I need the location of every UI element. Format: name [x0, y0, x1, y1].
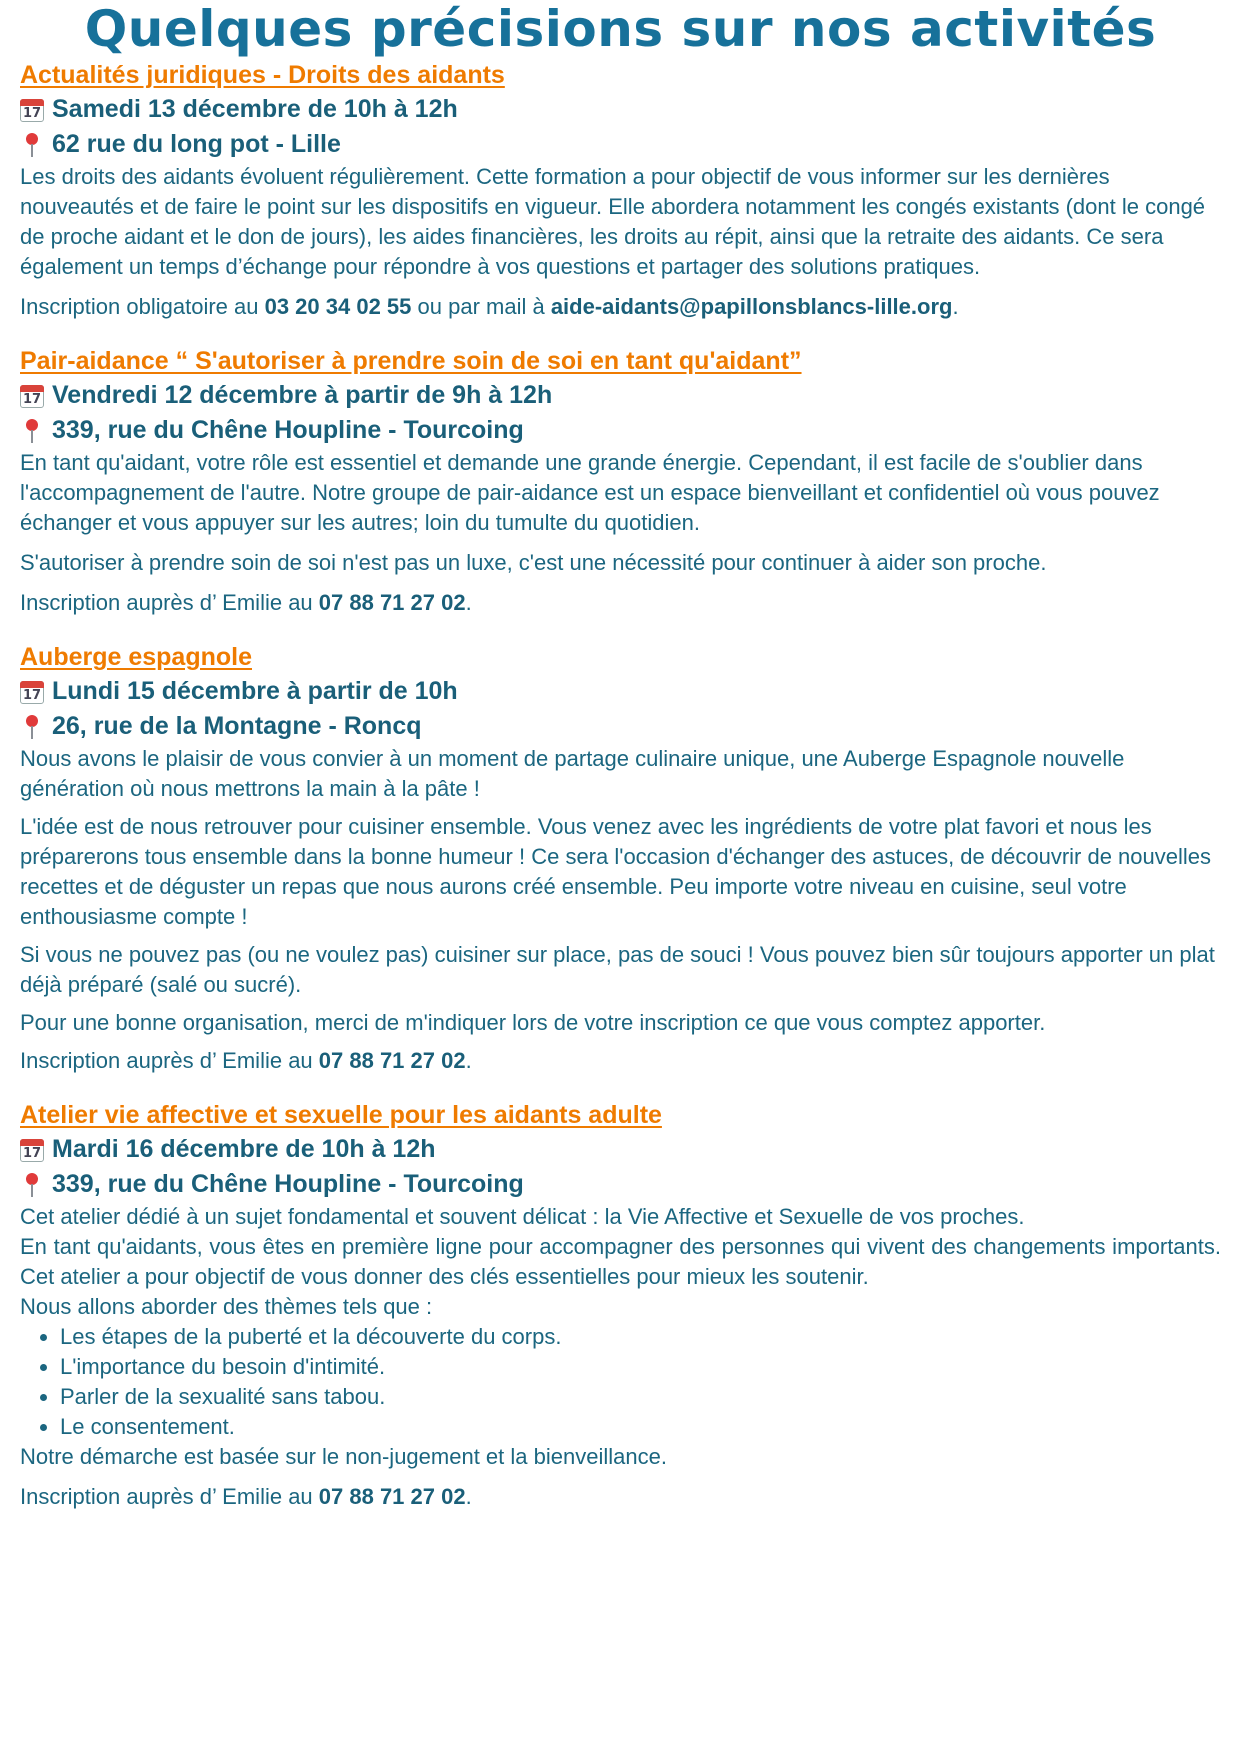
location-pin-icon — [20, 132, 46, 158]
activity-date — [20, 378, 1221, 413]
signup-phone[interactable]: 03 20 34 02 55 — [264, 294, 412, 319]
location-pin-icon — [20, 418, 46, 444]
signup-line: Inscription auprès d’ Emilie au 07 88 71 27 02. — [20, 1484, 472, 1509]
list-item: • Parler de la sexualité sans tabou. — [60, 1382, 1221, 1412]
activity-location-text: 339, rue du Chêne Houpline - Tourcoing — [52, 1170, 524, 1198]
calendar-icon: 17 — [20, 1137, 46, 1163]
activity-heading: Atelier vie affective et sexuelle pour les aidants adulte — [20, 1101, 662, 1129]
activity-description: Nous allons aborder des thèmes tels que : — [20, 1294, 433, 1319]
calendar-icon: 17 — [20, 97, 46, 123]
activity-description: Les droits des aidants évoluent régulièrement. Cette formation a pour objectif de vous informer sur les dernières nouveautés et de faire le point sur les dispositifs en vigueur. Elle abordera notamment les congés existants (dont le congé de proche aidant et le don de jours), les aides financières, les droits au répit, ainsi que la retraite des aidants. Ce sera également un temps d’échange pour répondre à vos questions et partager des solutions pratiques. — [20, 164, 1206, 279]
calendar-icon: 17 — [20, 383, 46, 409]
signup-phone[interactable]: 07 88 71 27 02 — [318, 590, 466, 615]
activity-date-text: Mardi 16 décembre de 10h à 12h — [52, 1135, 436, 1163]
activity-description: L'idée est de nous retrouver pour cuisiner ensemble. Vous venez avec les ingrédients de votre plat favori et nous les préparerons tous ensemble dans la bonne humeur ! Ce sera l'occasion d'échanger des astuces, de découvrir de nouvelles recettes et de déguster un repas que nous aurons créé ensemble. Peu importe votre niveau en cuisine, seul votre enthousiasme compte ! — [20, 814, 1212, 929]
activity-description: Notre démarche est basée sur le non-jugement et la bienveillance. — [20, 1444, 667, 1469]
activity-date — [20, 1132, 1221, 1167]
topic-list — [20, 1322, 1221, 1442]
activity-description: Pour une bonne organisation, merci de m'indiquer lors de votre inscription ce que vous comptez apporter. — [20, 1010, 1046, 1035]
activity-description: Cet atelier dédié à un sujet fondamental et souvent délicat : la Vie Affective et Sexuelle de vos proches. — [20, 1204, 1025, 1229]
signup-line: Inscription auprès d’ Emilie au 07 88 71 27 02. — [20, 590, 472, 615]
activity-description: Nous avons le plaisir de vous convier à un moment de partage culinaire unique, une Auberge Espagnole nouvelle génération où nous mettrons la main à la pâte ! — [20, 746, 1125, 801]
activity-location — [20, 127, 1221, 162]
location-pin-icon — [20, 1172, 46, 1198]
list-item: • L'importance du besoin d'intimité. — [60, 1352, 1221, 1382]
activity-description: En tant qu'aidant, votre rôle est essentiel et demande une grande énergie. Cependant, il est facile de s'oublier dans l'accompagnement de l'autre. Notre groupe de pair-aidance est un espace bienveillant et confidentiel où vous pouvez échanger et vous appuyer sur les autres; loin du tumulte du quotidien. — [20, 450, 1160, 535]
activity-description: S'autoriser à prendre soin de soi n'est pas un luxe, c'est une nécessité pour continuer à aider son proche. — [20, 550, 1047, 575]
location-pin-icon — [20, 714, 46, 740]
activity-description: Si vous ne pouvez pas (ou ne voulez pas) cuisiner sur place, pas de souci ! Vous pouvez bien sûr toujours apporter un plat déjà préparé (salé ou sucré). — [20, 942, 1215, 997]
activity-emotional-life-workshop — [20, 1098, 1221, 1512]
activity-location — [20, 413, 1221, 448]
signup-line: Inscription obligatoire au 03 20 34 02 55 ou par mail à aide-aidants@papillonsblancs-lille.org. — [20, 294, 959, 319]
list-item: • Les étapes de la puberté et la découverte du corps. — [60, 1322, 1221, 1352]
activity-heading: Auberge espagnole — [20, 643, 252, 671]
signup-phone[interactable]: 07 88 71 27 02 — [318, 1484, 466, 1509]
activity-location-text: 26, rue de la Montagne - Roncq — [52, 712, 422, 740]
activity-potluck — [20, 640, 1221, 1076]
signup-email[interactable]: aide-aidants@papillonsblancs-lille.org — [550, 294, 953, 319]
activity-location — [20, 709, 1221, 744]
activity-location-text: 62 rue du long pot - Lille — [52, 130, 341, 158]
activity-legal-news — [20, 58, 1221, 322]
list-item: • Le consentement. — [60, 1412, 1221, 1442]
activity-location-text: 339, rue du Chêne Houpline - Tourcoing — [52, 416, 524, 444]
activity-peer-support — [20, 344, 1221, 618]
signup-line: Inscription auprès d’ Emilie au 07 88 71 27 02. — [20, 1048, 472, 1073]
signup-phone[interactable]: 07 88 71 27 02 — [318, 1048, 466, 1073]
activity-date — [20, 92, 1221, 127]
activity-location — [20, 1167, 1221, 1202]
activity-date-text: Lundi 15 décembre à partir de 10h — [52, 677, 458, 705]
activity-description: En tant qu'aidants, vous êtes en première ligne pour accompagner des personnes qui vivent des changements importants. Cet atelier a pour objectif de vous donner des clés essentielles pour mieux les soutenir. — [20, 1234, 1221, 1289]
calendar-icon: 17 — [20, 679, 46, 705]
activity-date-text: Vendredi 12 décembre à partir de 9h à 12h — [52, 381, 553, 409]
page-title: Quelques précisions sur nos activités — [84, 0, 1157, 58]
activity-date-text: Samedi 13 décembre de 10h à 12h — [52, 95, 458, 123]
activity-heading: Pair-aidance “ S'autoriser à prendre soin de soi en tant qu'aidant” — [20, 347, 802, 375]
activity-heading: Actualités juridiques - Droits des aidants — [20, 61, 505, 89]
activity-date — [20, 674, 1221, 709]
